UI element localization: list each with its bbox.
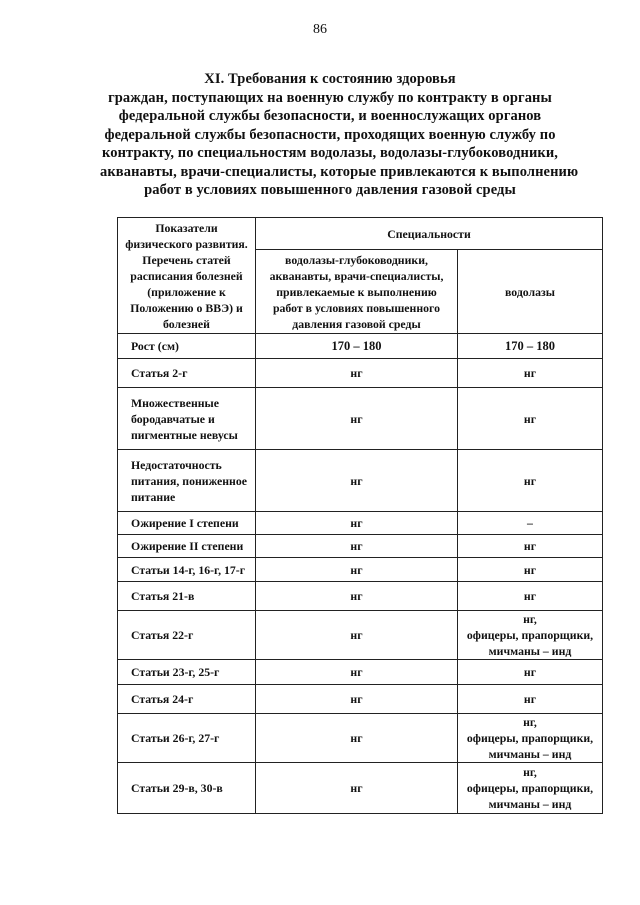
title-line: федеральной службы безопасности, проходящих военную службу по bbox=[104, 126, 556, 143]
table-row bbox=[118, 535, 603, 558]
table-row bbox=[118, 660, 603, 685]
indicator-cell: Статьи 26-г, 27-г bbox=[118, 714, 256, 763]
health-requirements-table bbox=[117, 217, 603, 814]
indicator-cell: Статья 21-в bbox=[118, 582, 256, 611]
table-row bbox=[118, 685, 603, 714]
deep-divers-cell: нг bbox=[256, 660, 458, 685]
deep-divers-cell: нг bbox=[256, 450, 458, 512]
indicator-cell: Статьи 29-в, 30-в bbox=[118, 763, 256, 814]
divers-cell: нг bbox=[458, 450, 603, 512]
deep-divers-cell: нг bbox=[256, 714, 458, 763]
divers-cell: 170 – 180 bbox=[458, 334, 603, 359]
divers-cell: нг bbox=[458, 359, 603, 388]
table-row bbox=[118, 582, 603, 611]
indicator-cell: Ожирение I степени bbox=[118, 512, 256, 535]
title-line: акванавты, врачи-специалисты, которые привлекаются к выполнению bbox=[100, 163, 579, 180]
page-number: 86 bbox=[313, 22, 327, 37]
indicator-cell: Ожирение II степени bbox=[118, 535, 256, 558]
divers-cell: нг, офицеры, прапорщики, мичманы – инд bbox=[458, 611, 603, 660]
divers-column-header: водолазы bbox=[458, 250, 603, 334]
table-body bbox=[118, 334, 603, 814]
divers-cell: нг, офицеры, прапорщики, мичманы – инд bbox=[458, 763, 603, 814]
indicator-cell: Статьи 14-г, 16-г, 17-г bbox=[118, 558, 256, 582]
deep-divers-cell: нг bbox=[256, 582, 458, 611]
indicator-cell: Статьи 23-г, 25-г bbox=[118, 660, 256, 685]
table-row bbox=[118, 558, 603, 582]
divers-cell: нг bbox=[458, 535, 603, 558]
indicator-cell: Недостаточность питания, пониженное питание bbox=[118, 450, 256, 512]
title-line: контракту, по специальностям водолазы, водолазы-глубоководники, bbox=[101, 145, 559, 161]
deep-divers-cell: нг bbox=[256, 512, 458, 535]
divers-cell: нг, офицеры, прапорщики, мичманы – инд bbox=[458, 714, 603, 763]
deep-divers-cell: нг bbox=[256, 359, 458, 388]
specialties-group-header: Специальности bbox=[256, 218, 603, 250]
deep-divers-cell: нг bbox=[256, 388, 458, 450]
title-line: работ в условиях повышенного давления газовой среды bbox=[144, 182, 516, 198]
table-row bbox=[118, 611, 603, 660]
section-title bbox=[100, 70, 579, 200]
table-row bbox=[118, 512, 603, 535]
deep-divers-cell: нг bbox=[256, 535, 458, 558]
deep-divers-cell: нг bbox=[256, 763, 458, 814]
divers-cell: нг bbox=[458, 558, 603, 582]
table-row bbox=[118, 359, 603, 388]
divers-cell: нг bbox=[458, 685, 603, 714]
indicator-cell: Рост (см) bbox=[118, 334, 256, 359]
title-line: федеральной службы безопасности, и военнослужащих органов bbox=[118, 108, 542, 124]
deep-divers-cell: 170 – 180 bbox=[256, 334, 458, 359]
indicator-cell: Статья 24-г bbox=[118, 685, 256, 714]
title-line: граждан, поступающих на военную службу по контракту в органы bbox=[108, 89, 552, 106]
divers-cell: нг bbox=[458, 582, 603, 611]
indicator-cell: Статья 22-г bbox=[118, 611, 256, 660]
divers-cell: нг bbox=[458, 660, 603, 685]
divers-cell: нг bbox=[458, 388, 603, 450]
table-row bbox=[118, 334, 603, 359]
indicators-column-header: Показатели физического развития. Перечень статей расписания болезней (приложение к Положению о ВВЭ) и болезней bbox=[118, 218, 256, 334]
table-row bbox=[118, 450, 603, 512]
indicator-cell: Статья 2-г bbox=[118, 359, 256, 388]
table-row bbox=[118, 763, 603, 814]
table-row bbox=[118, 714, 603, 763]
table-row bbox=[118, 388, 603, 450]
divers-cell: – bbox=[458, 512, 603, 535]
title-line: XI. Требования к состоянию здоровья bbox=[204, 71, 456, 87]
deep-divers-cell: нг bbox=[256, 611, 458, 660]
deep-divers-cell: нг bbox=[256, 558, 458, 582]
deep-divers-column-header: водолазы-глубоководники, акванавты, врачи-специалисты, привлекаемые к выполнению работ в условиях повышенного давления газовой среды bbox=[256, 250, 458, 334]
deep-divers-cell: нг bbox=[256, 685, 458, 714]
indicator-cell: Множественные бородавчатые и пигментные невусы bbox=[118, 388, 256, 450]
